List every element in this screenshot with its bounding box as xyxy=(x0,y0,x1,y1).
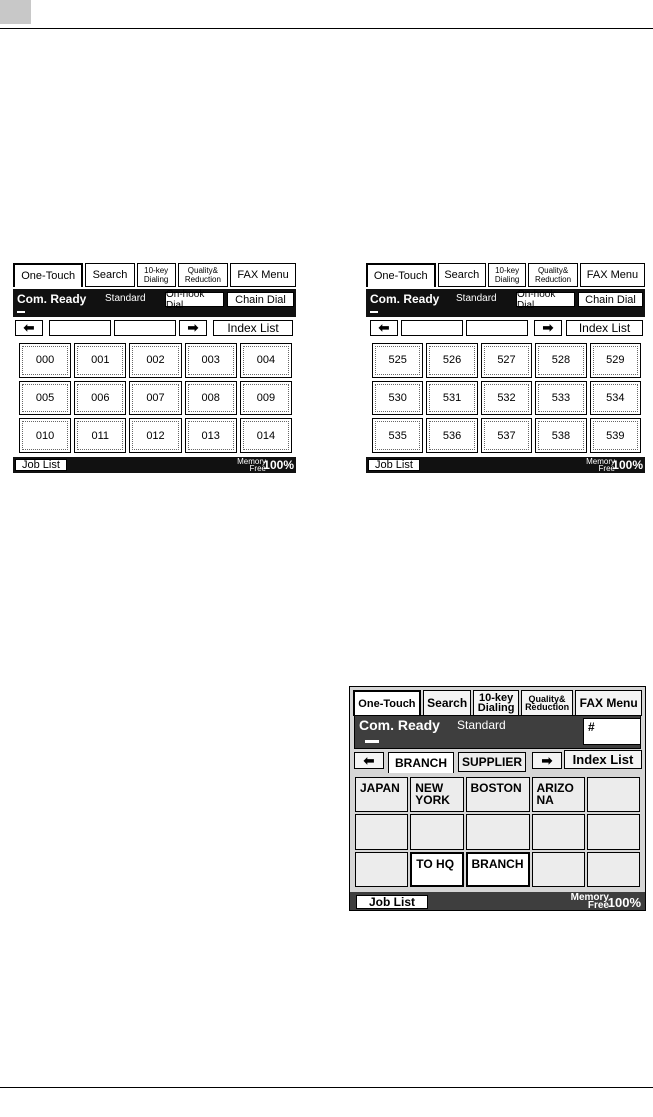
one-touch-key[interactable]: 000 xyxy=(19,343,71,378)
next-index-button[interactable] xyxy=(534,320,562,336)
index-nav-row xyxy=(354,750,641,770)
one-touch-key[interactable]: 537 xyxy=(481,418,532,453)
next-index-button[interactable] xyxy=(179,320,207,336)
tab-10-key-dialing[interactable]: 10-key Dialing xyxy=(473,690,518,716)
one-touch-key[interactable]: 532 xyxy=(481,381,532,416)
status-text: Com. Ready xyxy=(359,717,440,733)
status-bar xyxy=(13,289,296,317)
one-touch-key[interactable]: 536 xyxy=(426,418,477,453)
one-touch-key[interactable] xyxy=(587,852,640,887)
tab-search[interactable]: Search xyxy=(423,690,472,716)
next-index-button[interactable] xyxy=(532,752,562,769)
one-touch-key[interactable]: 527 xyxy=(481,343,532,378)
status-bar xyxy=(366,289,645,317)
page-corner-tab xyxy=(0,0,31,24)
input-cursor xyxy=(17,311,25,313)
arrow-right-icon: ➡ xyxy=(542,320,554,335)
bottom-bar xyxy=(350,892,645,910)
one-touch-key[interactable]: 001 xyxy=(74,343,126,378)
one-touch-key[interactable]: 529 xyxy=(590,343,641,378)
tab-search[interactable]: Search xyxy=(85,263,134,287)
status-text: Com. Ready xyxy=(370,292,440,306)
one-touch-key[interactable]: 525 xyxy=(372,343,423,378)
one-touch-key[interactable] xyxy=(355,852,408,887)
one-touch-key[interactable]: 011 xyxy=(74,418,126,453)
index-nav-row xyxy=(13,320,296,337)
index-nav-row xyxy=(366,320,645,337)
index-slot-1[interactable] xyxy=(49,320,111,336)
tab-fax-menu[interactable]: FAX Menu xyxy=(575,690,642,716)
function-tabs xyxy=(353,690,642,716)
arrow-left-icon: ⬅ xyxy=(23,320,35,335)
tab-10-key-dialing[interactable]: 10-key Dialing xyxy=(137,263,176,287)
arrow-right-icon: ➡ xyxy=(541,752,553,768)
one-touch-key[interactable]: TO HQ xyxy=(410,852,463,887)
one-touch-key[interactable] xyxy=(532,852,585,887)
tab-one-touch[interactable]: One-Touch xyxy=(353,690,421,716)
one-touch-key[interactable]: 009 xyxy=(240,381,292,416)
one-touch-key[interactable]: ARIZO NA xyxy=(532,777,585,812)
one-touch-key[interactable]: 526 xyxy=(426,343,477,378)
tab-10-key-dialing[interactable]: 10-key Dialing xyxy=(488,263,526,287)
header-rule xyxy=(0,28,653,29)
index-list-button[interactable]: Index List xyxy=(566,320,643,336)
tab-one-touch[interactable]: One-Touch xyxy=(13,263,83,287)
one-touch-key[interactable]: 014 xyxy=(240,418,292,453)
memory-free-label: Memory Free xyxy=(570,892,609,911)
prev-index-button[interactable] xyxy=(354,752,384,769)
prev-index-button[interactable] xyxy=(370,320,398,336)
one-touch-key[interactable]: 530 xyxy=(372,381,423,416)
index-tab-branch[interactable]: BRANCH xyxy=(388,752,454,773)
resolution-mode: Standard xyxy=(457,718,506,732)
one-touch-key[interactable]: BOSTON xyxy=(466,777,530,812)
memory-free-value: 100% xyxy=(607,895,641,910)
one-touch-key[interactable]: 012 xyxy=(129,418,181,453)
tab-search[interactable]: Search xyxy=(438,263,487,287)
fax-panel-one-touch-525 xyxy=(366,263,645,473)
one-touch-grid xyxy=(355,777,640,887)
one-touch-key[interactable]: JAPAN xyxy=(355,777,408,812)
one-touch-key[interactable] xyxy=(466,814,530,849)
bottom-bar xyxy=(13,457,296,473)
status-area xyxy=(354,715,641,749)
one-touch-key[interactable]: 006 xyxy=(74,381,126,416)
resolution-mode: Standard xyxy=(456,293,497,304)
memory-free-label: Memory Free xyxy=(586,457,615,473)
job-list-button[interactable]: Job List xyxy=(368,459,420,471)
fax-panel-one-touch-named xyxy=(349,686,646,911)
one-touch-key[interactable]: 538 xyxy=(535,418,586,453)
tab-quality-reduction[interactable]: Quality& Reduction xyxy=(178,263,229,287)
fax-number-field[interactable]: # xyxy=(583,718,641,745)
arrow-left-icon: ⬅ xyxy=(363,752,375,768)
status-text: Com. Ready xyxy=(17,292,87,306)
one-touch-key[interactable] xyxy=(410,814,463,849)
job-list-button[interactable]: Job List xyxy=(356,895,428,909)
tab-quality-reduction[interactable]: Quality& Reduction xyxy=(521,690,574,716)
index-slot-2[interactable] xyxy=(114,320,176,336)
on-hook-dial-button[interactable]: On-hook Dial xyxy=(165,292,224,307)
function-tabs xyxy=(13,263,296,287)
on-hook-dial-button[interactable]: On-hook Dial xyxy=(516,292,575,307)
one-touch-key[interactable] xyxy=(587,777,640,812)
one-touch-key[interactable]: BRANCH xyxy=(466,852,530,887)
one-touch-key[interactable]: 528 xyxy=(535,343,586,378)
memory-free-value: 100% xyxy=(612,458,643,472)
arrow-right-icon: ➡ xyxy=(187,320,199,335)
memory-free-value: 100% xyxy=(263,458,294,472)
one-touch-key[interactable]: 002 xyxy=(129,343,181,378)
index-slot-2[interactable] xyxy=(466,320,528,336)
index-tab-supplier[interactable]: SUPPLIER xyxy=(458,752,526,772)
one-touch-grid xyxy=(372,343,641,453)
one-touch-key[interactable] xyxy=(532,814,585,849)
tab-one-touch[interactable]: One-Touch xyxy=(366,263,436,287)
index-list-button[interactable]: Index List xyxy=(564,750,642,769)
tab-fax-menu[interactable]: FAX Menu xyxy=(230,263,296,287)
memory-free-label: Memory Free xyxy=(237,457,266,473)
one-touch-key[interactable] xyxy=(587,814,640,849)
input-cursor xyxy=(365,740,379,743)
bottom-bar xyxy=(366,457,645,473)
function-tabs xyxy=(366,263,645,287)
one-touch-key[interactable]: 533 xyxy=(535,381,586,416)
prev-index-button[interactable] xyxy=(15,320,43,336)
one-touch-key[interactable]: 531 xyxy=(426,381,477,416)
one-touch-key[interactable]: 007 xyxy=(129,381,181,416)
arrow-left-icon: ⬅ xyxy=(378,320,390,335)
one-touch-key[interactable]: 535 xyxy=(372,418,423,453)
one-touch-key[interactable]: 003 xyxy=(185,343,237,378)
job-list-button[interactable]: Job List xyxy=(15,459,67,471)
one-touch-key[interactable] xyxy=(355,814,408,849)
resolution-mode: Standard xyxy=(105,293,146,304)
one-touch-key[interactable]: 539 xyxy=(590,418,641,453)
fax-panel-one-touch-000 xyxy=(13,263,296,473)
one-touch-key[interactable]: NEW YORK xyxy=(410,777,463,812)
one-touch-grid xyxy=(19,343,292,453)
index-list-button[interactable]: Index List xyxy=(213,320,293,336)
one-touch-key[interactable]: 004 xyxy=(240,343,292,378)
index-slot-1[interactable] xyxy=(401,320,463,336)
tab-fax-menu[interactable]: FAX Menu xyxy=(580,263,645,287)
one-touch-key[interactable]: 534 xyxy=(590,381,641,416)
one-touch-key[interactable]: 008 xyxy=(185,381,237,416)
footer-rule xyxy=(0,1087,653,1088)
chain-dial-button[interactable]: Chain Dial xyxy=(578,292,643,307)
one-touch-key[interactable]: 013 xyxy=(185,418,237,453)
chain-dial-button[interactable]: Chain Dial xyxy=(227,292,294,307)
one-touch-key[interactable]: 005 xyxy=(19,381,71,416)
input-cursor xyxy=(370,311,378,313)
tab-quality-reduction[interactable]: Quality& Reduction xyxy=(528,263,578,287)
one-touch-key[interactable]: 010 xyxy=(19,418,71,453)
